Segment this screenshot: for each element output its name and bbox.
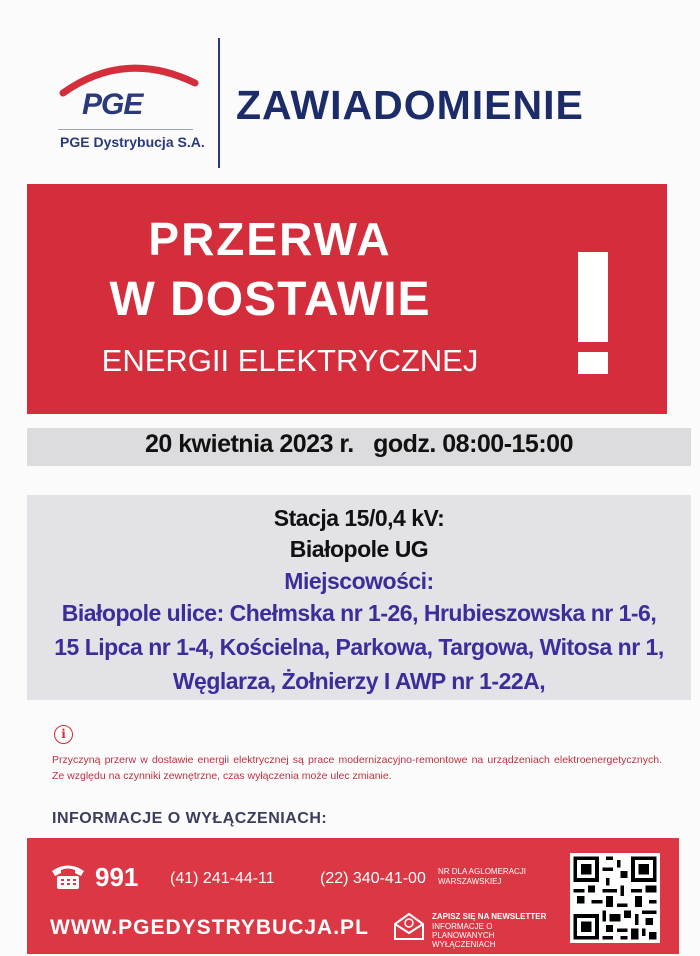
exclamation-dot-icon	[578, 352, 608, 374]
company-name: PGE Dystrybucja S.A.	[60, 134, 205, 150]
page-title: ZAWIADOMIENIE	[236, 82, 584, 128]
mail-icon	[393, 912, 425, 940]
locality-line: Białopole ulice: Chełmska nr 1-26, Hrubieszowska nr 1-6,	[61, 600, 657, 626]
newsletter-title: ZAPISZ SIĘ NA NEWSLETTER	[432, 912, 547, 921]
exclamation-icon	[578, 252, 608, 342]
locality-line: Węglarza, Żołnierzy I AWP nr 1-22A,	[172, 668, 546, 694]
notice-text: Przyczyną przerw w dostawie energii elektrycznej są prace modernizacyjno-remontowe na urządzeniach elektroenergetycznych. Ze względu na czynniki zewnętrzne, czas wyłączenia może ulec zmianie.	[52, 754, 662, 782]
localities-label: Miejscowości:	[284, 568, 434, 594]
phone-number-1: (41) 241-44-11	[170, 870, 275, 887]
outage-date: 20 kwietnia 2023 r.	[145, 430, 354, 458]
banner-line-2: W DOSTAWIE	[109, 273, 431, 326]
station-sub: Białopole UG	[289, 536, 429, 562]
info-heading: INFORMACJE O WYŁĄCZENIACH:	[52, 810, 328, 827]
emergency-number: 991	[95, 862, 139, 892]
info-icon: i	[54, 725, 73, 744]
outage-hours: godz. 08:00-15:00	[373, 430, 573, 458]
phone-icon	[50, 862, 86, 890]
logo-text: PGE	[82, 88, 143, 121]
schedule-text	[27, 430, 691, 459]
station-name: Stacja 15/0,4 kV:	[273, 505, 445, 531]
header-divider	[218, 38, 220, 168]
locality-line: 15 Lipca nr 1-4, Kościelna, Parkowa, Targowa, Witosa nr 1,	[54, 634, 664, 660]
banner-line-1: PRZERWA	[148, 213, 392, 265]
website-link[interactable]: WWW.PGEDYSTRYBUCJA.PL	[50, 916, 369, 939]
logo-divider	[58, 129, 193, 130]
phone-2-note: NR DLA AGLOMERACJI WARSZAWSKIEJ	[438, 867, 527, 886]
phone-number-2: (22) 340-41-00	[320, 870, 426, 887]
banner-line-3: ENERGII ELEKTRYCZNEJ	[101, 343, 479, 378]
qr-code	[570, 853, 660, 943]
newsletter-subtitle: INFORMACJE O PLANOWANYCH WYŁĄCZENIACH	[432, 922, 496, 949]
